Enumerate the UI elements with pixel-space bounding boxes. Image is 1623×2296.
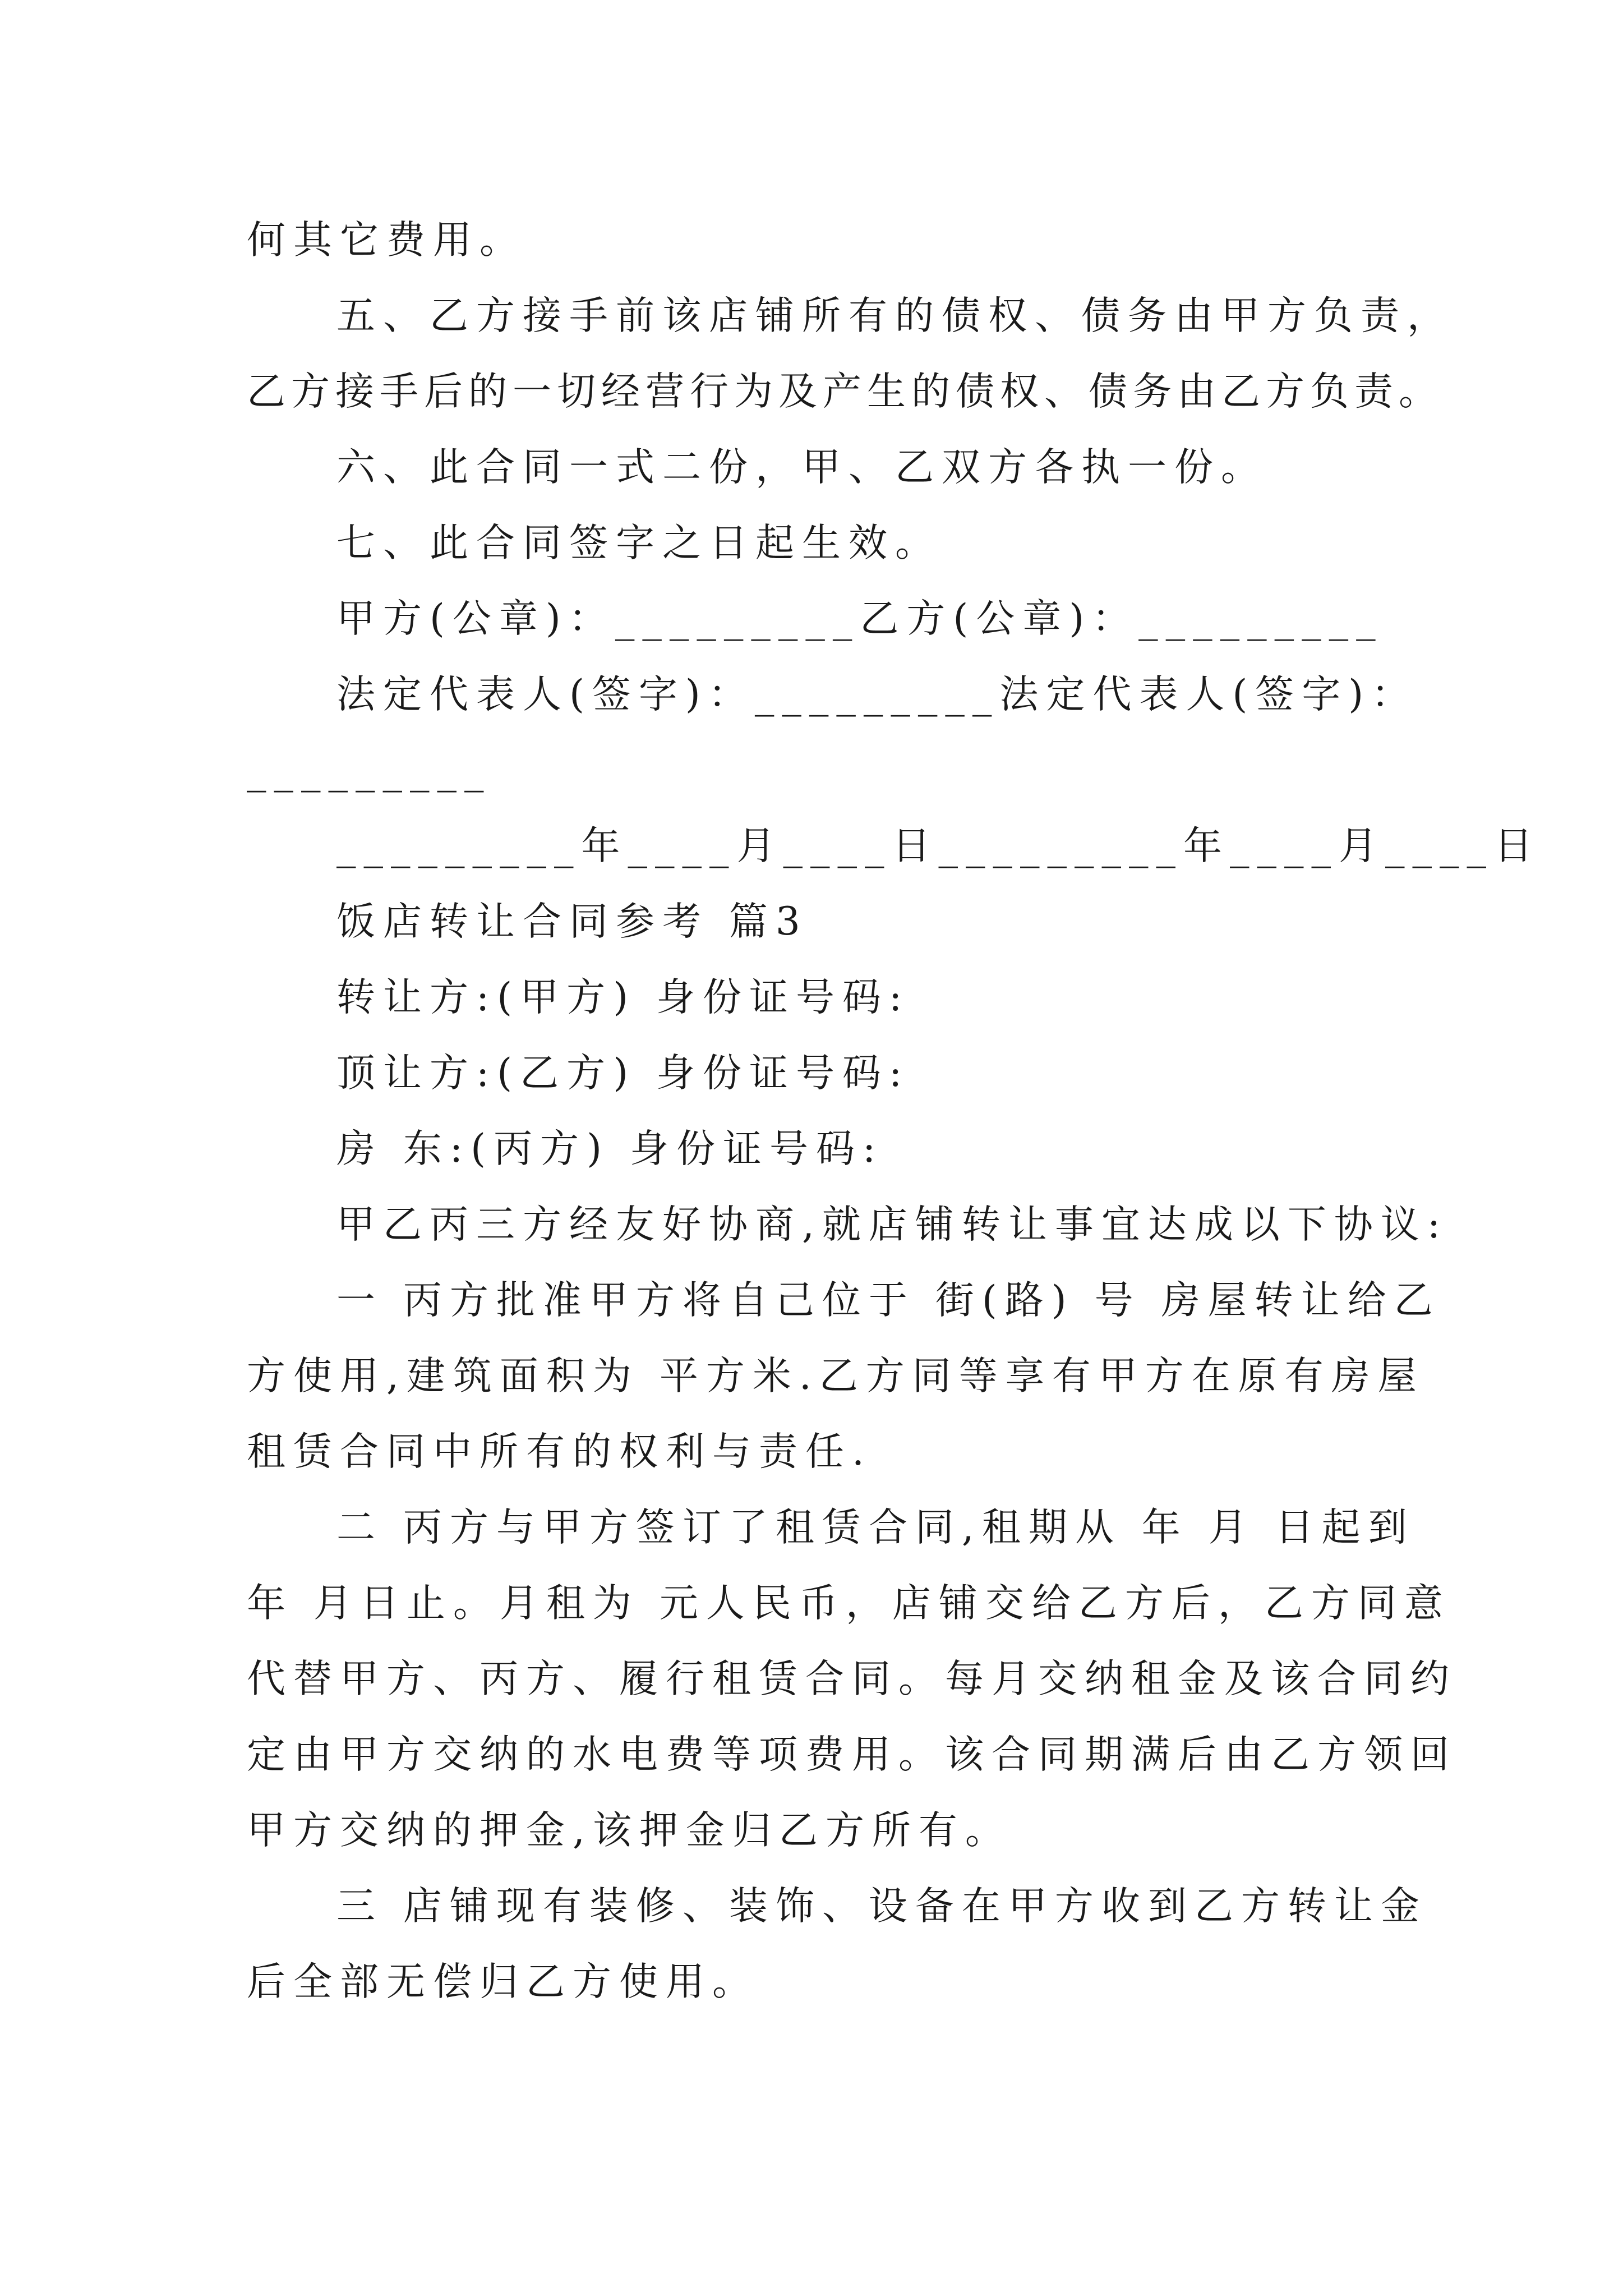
transferor-line: 转让方:(甲方) 身份证号码: (336, 975, 910, 1020)
legal-rep-blank: _________ (247, 748, 492, 793)
clause-1-line-2: 方使用,建筑面积为 平方米.乙方同等享有甲方在原有房屋 (247, 1354, 1424, 1398)
clause-2-line-4: 定由甲方交纳的水电费等项费用。该合同期满后由乙方领回 (247, 1732, 1457, 1777)
text-line-1: 何其它费用。 (247, 218, 526, 263)
clause-3-line-2: 后全部无偿归乙方使用。 (247, 1959, 759, 2004)
agreement-intro: 甲乙丙三方经友好协商,就店铺转让事宜达成以下协议: (336, 1202, 1449, 1247)
clause-2-line-3: 代替甲方、丙方、履行租赁合同。每月交纳租金及该合同约 (247, 1657, 1457, 1701)
text-line-2: 五、乙方接手前该店铺所有的债权、债务由甲方负责， (336, 293, 1454, 338)
clause-1-line-1: 一 丙方批准甲方将自己位于 街(路) 号 房屋转让给乙 (336, 1278, 1441, 1323)
signature-party-line: 甲方(公章)：_________乙方(公章)：_________ (336, 596, 1384, 641)
section-title: 饭店转让合同参考 篇3 (336, 899, 808, 944)
clause-2-line-1: 二 丙方与甲方签订了租赁合同,租期从 年 月 日起到 (336, 1505, 1415, 1550)
clause-3-line-1: 三 店铺现有装修、装饰、设备在甲方收到乙方转让金 (336, 1884, 1427, 1929)
clause-1-line-3: 租赁合同中所有的权利与责任. (247, 1429, 872, 1474)
clause-2-line-2: 年 月日止。月租为 元人民币，店铺交给乙方后，乙方同意 (247, 1581, 1451, 1626)
text-line-5: 七、此合同签字之日起生效。 (336, 521, 942, 565)
date-line: _________年____月____日_________年____月____日 (336, 823, 1541, 868)
text-line-4: 六、此合同一式二份，甲、乙双方各执一份。 (336, 445, 1267, 490)
clause-2-line-5: 甲方交纳的押金,该押金归乙方所有。 (247, 1808, 1012, 1853)
landlord-line: 房 东:(丙方) 身份证号码: (336, 1126, 884, 1171)
legal-rep-line: 法定代表人(签字)：_________法定代表人(签字)： (336, 672, 1418, 717)
transferee-line: 顶让方:(乙方) 身份证号码: (336, 1051, 910, 1096)
text-line-3: 乙方接手后的一切经营行为及产生的债权、债务由乙方负责。 (247, 369, 1443, 414)
